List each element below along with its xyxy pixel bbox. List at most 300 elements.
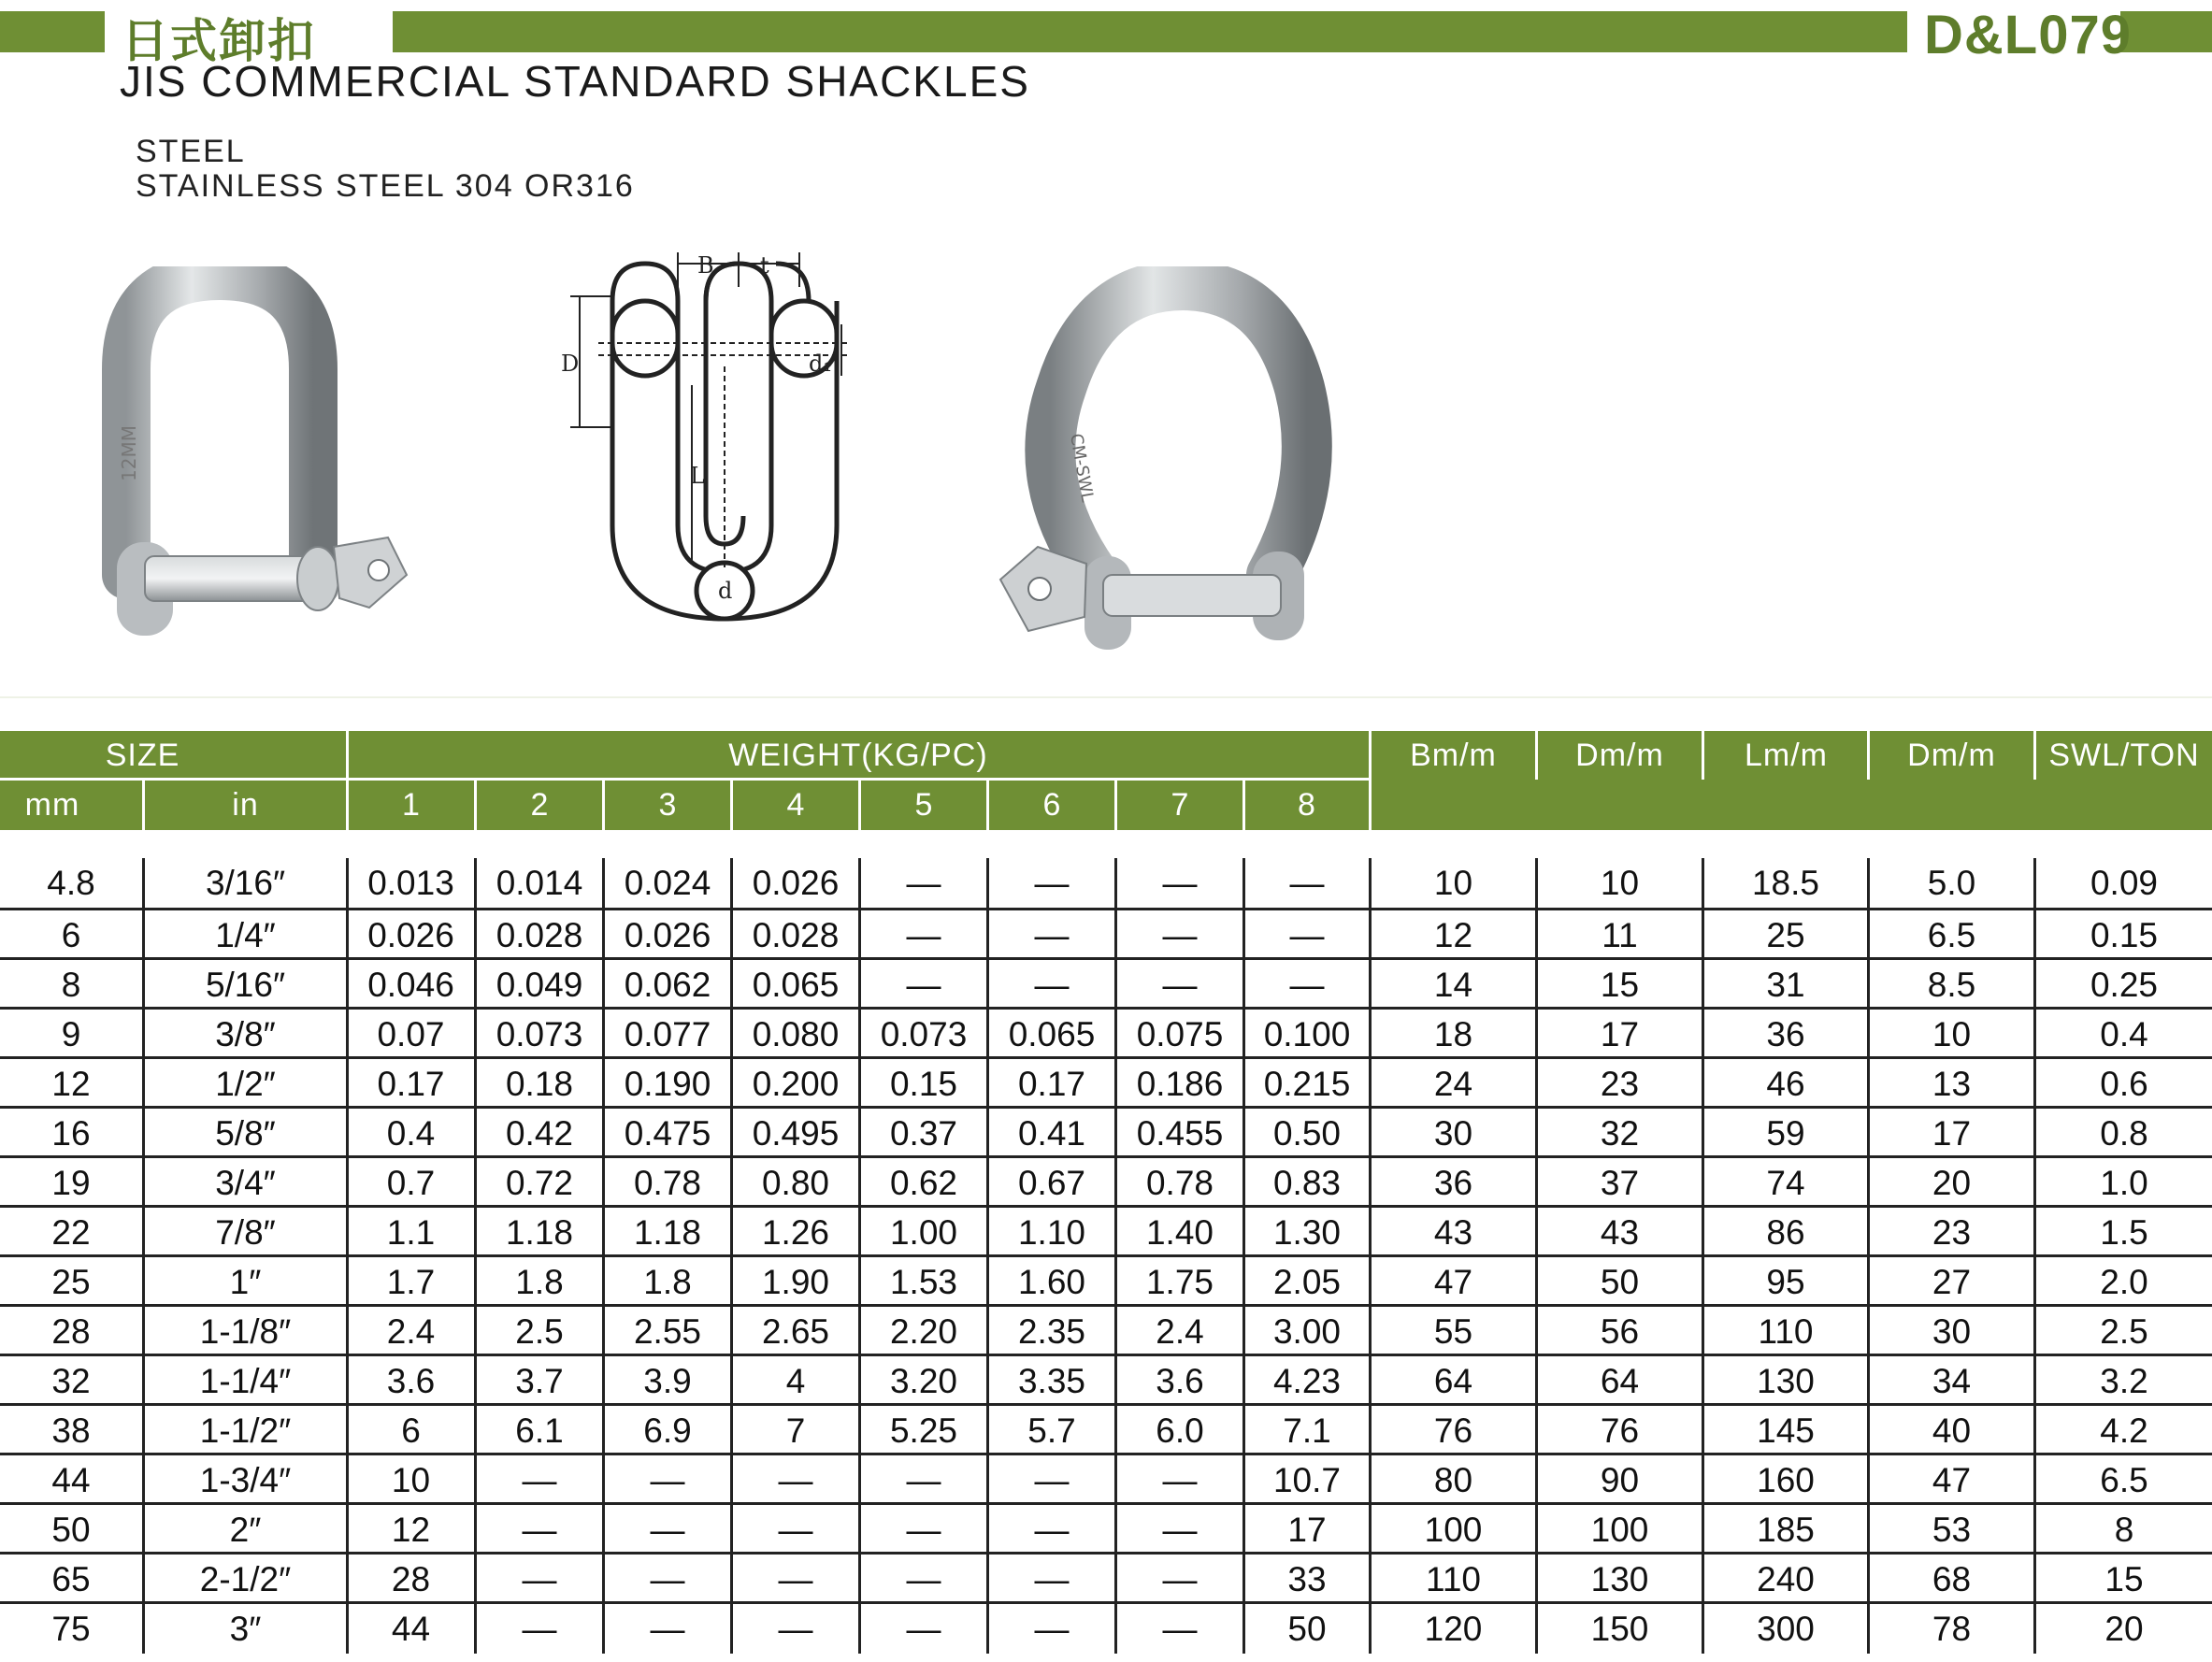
column-separator — [1242, 1406, 1245, 1455]
column-separator — [1242, 960, 1245, 1010]
table-cell: 4.23 — [1272, 1361, 1341, 1400]
table-cell: 0.72 — [505, 1163, 573, 1202]
table-cell: 110 — [1758, 1311, 1814, 1351]
table-cell: 8.5 — [1927, 965, 1976, 1004]
table-cell: 1.18 — [505, 1212, 573, 1252]
table-cell: 130 — [1590, 1559, 1649, 1598]
column-separator — [1867, 910, 1870, 960]
table-cell: 0.077 — [624, 1014, 711, 1053]
table-cell: 0.065 — [1008, 1014, 1096, 1053]
table-cell: 1.8 — [643, 1262, 692, 1301]
column-separator — [1867, 1010, 1870, 1059]
column-separator — [1114, 1455, 1117, 1505]
column-separator — [346, 1010, 349, 1059]
column-separator — [1369, 910, 1372, 960]
table-cell: 0.046 — [367, 965, 454, 1004]
column-separator — [346, 1109, 349, 1158]
table-cell: 110 — [1426, 1559, 1481, 1598]
table-cell: — — [1162, 1609, 1198, 1648]
header-size: SIZE — [105, 737, 180, 773]
column-separator — [858, 1158, 861, 1208]
table-row — [0, 1502, 2212, 1555]
table-cell: 3.7 — [515, 1361, 564, 1400]
table-row — [0, 1552, 2212, 1604]
column-separator — [1242, 910, 1245, 960]
column-separator — [1702, 1208, 1704, 1257]
table-row — [0, 858, 2212, 908]
column-separator — [346, 1257, 349, 1307]
column-separator — [1369, 1455, 1372, 1505]
table-cell: — — [522, 1609, 557, 1648]
column-separator — [1114, 1208, 1117, 1257]
table-cell: 120 — [1424, 1609, 1483, 1648]
column-separator — [1369, 960, 1372, 1010]
column-separator — [1535, 1604, 1538, 1654]
table-cell: 0.80 — [761, 1163, 829, 1202]
table-cell: 76 — [1433, 1411, 1473, 1450]
table-cell: — — [906, 1559, 941, 1598]
column-separator — [1867, 1158, 1870, 1208]
header-vline — [1114, 780, 1117, 830]
column-separator — [986, 1109, 989, 1158]
d-shackle-marking: 12MM — [118, 425, 140, 481]
table-cell: 0.6 — [2100, 1064, 2148, 1103]
table-cell: — — [1034, 863, 1070, 902]
column-separator — [858, 1455, 861, 1505]
table-cell: 86 — [1766, 1212, 1805, 1252]
header-vline — [2033, 731, 2036, 780]
column-separator — [1114, 960, 1117, 1010]
table-cell: 22 — [51, 1212, 91, 1252]
column-separator — [730, 1307, 733, 1356]
column-separator — [346, 1307, 349, 1356]
column-separator — [346, 1505, 349, 1555]
column-separator — [1535, 1010, 1538, 1059]
header-vline — [858, 780, 861, 830]
dim-label-d: d — [718, 578, 733, 604]
title-bar — [0, 0, 2212, 68]
table-cell: 1/4″ — [215, 915, 276, 954]
column-separator — [346, 1455, 349, 1505]
table-cell: — — [778, 1559, 813, 1598]
column-separator — [858, 1208, 861, 1257]
column-separator — [1702, 1604, 1704, 1654]
column-separator — [1867, 1455, 1870, 1505]
column-separator — [730, 1257, 733, 1307]
column-separator — [2033, 910, 2036, 960]
table-row — [0, 1601, 2212, 1654]
table-cell: — — [1289, 863, 1325, 902]
table-cell: 24 — [1433, 1064, 1473, 1103]
table-cell: — — [778, 1510, 813, 1549]
table-cell: 1.90 — [761, 1262, 829, 1301]
column-separator — [1867, 1406, 1870, 1455]
subheader-w3: 3 — [658, 786, 678, 823]
table-row — [0, 1304, 2212, 1356]
table-cell: 90 — [1600, 1460, 1640, 1499]
table-cell: 185 — [1757, 1510, 1815, 1549]
table-cell: 1.75 — [1145, 1262, 1214, 1301]
column-separator — [1114, 1356, 1117, 1406]
table-cell: 0.15 — [889, 1064, 957, 1103]
table-cell: 0.62 — [889, 1163, 957, 1202]
table-cell: 6 — [401, 1411, 421, 1450]
header-d: Dm/m — [1575, 737, 1664, 773]
table-cell: 0.37 — [889, 1113, 957, 1153]
table-cell: 1.10 — [1017, 1212, 1085, 1252]
column-separator — [1867, 1109, 1870, 1158]
column-separator — [346, 1059, 349, 1109]
table-cell: 1.40 — [1145, 1212, 1214, 1252]
table-cell: 76 — [1600, 1411, 1640, 1450]
table-cell: 6.0 — [1156, 1411, 1204, 1450]
table-cell: — — [1034, 1460, 1070, 1499]
column-separator — [142, 1356, 145, 1406]
column-separator — [1702, 960, 1704, 1010]
column-separator — [2033, 1505, 2036, 1555]
table-cell: 0.07 — [377, 1014, 445, 1053]
table-cell: — — [1034, 1559, 1070, 1598]
table-cell: 0.78 — [633, 1163, 701, 1202]
column-separator — [1242, 858, 1245, 908]
table-cell: 15 — [1600, 965, 1640, 1004]
table-cell: 2.65 — [761, 1311, 829, 1351]
table-cell: 3.6 — [386, 1361, 436, 1400]
column-separator — [1369, 1257, 1372, 1307]
table-cell: 11 — [1602, 915, 1638, 954]
table-cell: 1-1/8″ — [199, 1311, 292, 1351]
table-cell: 1.60 — [1017, 1262, 1085, 1301]
table-cell: 25 — [1766, 915, 1805, 954]
table-cell: — — [906, 863, 941, 902]
table-cell: — — [1289, 915, 1325, 954]
column-separator — [1867, 1257, 1870, 1307]
column-separator — [602, 858, 605, 908]
table-cell: 5/8″ — [215, 1113, 276, 1153]
table-cell: 0.17 — [377, 1064, 445, 1103]
column-separator — [474, 1455, 477, 1505]
column-separator — [986, 960, 989, 1010]
column-separator — [142, 1208, 145, 1257]
table-cell: 1.30 — [1272, 1212, 1341, 1252]
column-separator — [2033, 1010, 2036, 1059]
header-vline — [474, 780, 477, 830]
table-cell: 28 — [51, 1311, 91, 1351]
column-separator — [986, 1406, 989, 1455]
column-separator — [1369, 1307, 1372, 1356]
column-separator — [1535, 1059, 1538, 1109]
column-separator — [730, 1059, 733, 1109]
column-separator — [474, 1257, 477, 1307]
table-cell: 74 — [1766, 1163, 1805, 1202]
table-cell: — — [778, 1460, 813, 1499]
column-separator — [1369, 1604, 1372, 1654]
column-separator — [1114, 1059, 1117, 1109]
column-separator — [474, 1109, 477, 1158]
table-row — [0, 908, 2212, 960]
table-cell: 100 — [1424, 1510, 1483, 1549]
column-separator — [474, 960, 477, 1010]
column-separator — [602, 1356, 605, 1406]
table-cell: 32 — [51, 1361, 91, 1400]
column-separator — [602, 1010, 605, 1059]
table-cell: 2.55 — [633, 1311, 701, 1351]
column-separator — [1114, 858, 1117, 908]
table-cell: 6.5 — [2100, 1460, 2148, 1499]
subheader-w2: 2 — [530, 786, 550, 823]
subheader-w7: 7 — [1171, 786, 1190, 823]
table-cell: 2.4 — [1156, 1311, 1204, 1351]
table-cell: 68 — [1932, 1559, 1972, 1598]
column-separator — [142, 1257, 145, 1307]
table-cell: — — [650, 1460, 685, 1499]
column-separator — [2033, 1208, 2036, 1257]
column-separator — [474, 858, 477, 908]
table-cell: 5.7 — [1027, 1411, 1076, 1450]
shackle-dimension-diagram — [561, 245, 860, 638]
bow-shackle-marking: CM-SWL — [1066, 432, 1098, 504]
column-separator — [858, 960, 861, 1010]
table-cell: — — [778, 1609, 813, 1648]
column-separator — [142, 1406, 145, 1455]
column-separator — [346, 858, 349, 908]
table-cell: 56 — [1600, 1311, 1640, 1351]
column-separator — [602, 960, 605, 1010]
column-separator — [1242, 1158, 1245, 1208]
table-cell: 4 — [785, 1361, 806, 1400]
table-cell: 59 — [1766, 1113, 1805, 1153]
table-cell: 17 — [1600, 1014, 1640, 1053]
column-separator — [142, 1455, 145, 1505]
column-separator — [1702, 910, 1704, 960]
column-separator — [730, 910, 733, 960]
table-header — [0, 731, 2212, 830]
table-cell: 50 — [51, 1510, 91, 1549]
table-cell: 17 — [1287, 1510, 1327, 1549]
table-cell: 0.026 — [752, 863, 840, 902]
column-separator — [1369, 858, 1372, 908]
table-cell: 78 — [1932, 1609, 1972, 1648]
subheader-in: in — [232, 786, 259, 823]
column-separator — [142, 1109, 145, 1158]
table-cell: 0.073 — [880, 1014, 968, 1053]
table-cell: 0.215 — [1263, 1064, 1351, 1103]
column-separator — [1242, 1010, 1245, 1059]
column-separator — [142, 960, 145, 1010]
table-cell: 240 — [1757, 1559, 1815, 1598]
table-cell: 0.78 — [1145, 1163, 1214, 1202]
table-cell: 0.4 — [386, 1113, 436, 1153]
header-vline — [1535, 731, 1538, 780]
column-separator — [1867, 1208, 1870, 1257]
table-cell: 0.17 — [1017, 1064, 1085, 1103]
column-separator — [858, 1257, 861, 1307]
column-separator — [986, 910, 989, 960]
header-vline — [1242, 780, 1245, 830]
table-cell: 10 — [391, 1460, 431, 1499]
column-separator — [1369, 1356, 1372, 1406]
subheader-w4: 4 — [786, 786, 806, 823]
table-cell: 53 — [1932, 1510, 1972, 1549]
table-cell: 7/8″ — [215, 1212, 276, 1252]
table-row — [0, 1106, 2212, 1158]
column-separator — [1369, 1406, 1372, 1455]
table-cell: 12 — [51, 1064, 91, 1103]
column-separator — [2033, 1555, 2036, 1604]
table-cell: 13 — [1932, 1064, 1972, 1103]
column-separator — [2033, 1406, 2036, 1455]
column-separator — [2033, 1307, 2036, 1356]
table-cell: 1.0 — [2100, 1163, 2148, 1202]
column-separator — [858, 1505, 861, 1555]
column-separator — [1535, 1455, 1538, 1505]
column-separator — [1702, 1307, 1704, 1356]
table-cell: 12 — [1433, 915, 1473, 954]
column-separator — [346, 1208, 349, 1257]
column-separator — [1535, 1505, 1538, 1555]
column-separator — [474, 1158, 477, 1208]
column-separator — [1369, 1505, 1372, 1555]
column-separator — [1114, 1555, 1117, 1604]
table-cell: 145 — [1757, 1411, 1815, 1450]
column-separator — [142, 1604, 145, 1654]
table-row — [0, 1403, 2212, 1455]
table-row — [0, 1056, 2212, 1109]
table-row — [0, 1205, 2212, 1257]
dim-label-d1: d₁ — [809, 351, 832, 377]
table-cell: 0.50 — [1272, 1113, 1341, 1153]
table-row — [0, 1155, 2212, 1208]
table-cell: 1-1/2″ — [199, 1411, 292, 1450]
subheader-mm: mm — [24, 786, 80, 823]
material-steel: STEEL — [136, 134, 246, 169]
table-cell: 6.1 — [515, 1411, 564, 1450]
table-cell: 43 — [1600, 1212, 1640, 1252]
table-cell: 38 — [51, 1411, 91, 1450]
table-cell: 25 — [51, 1262, 91, 1301]
column-separator — [1702, 1356, 1704, 1406]
table-cell: 55 — [1433, 1311, 1473, 1351]
table-cell: 100 — [1590, 1510, 1649, 1549]
table-cell: — — [1162, 1460, 1198, 1499]
table-cell: 15 — [2104, 1559, 2144, 1598]
table-cell: 3.2 — [2100, 1361, 2148, 1400]
column-separator — [1242, 1109, 1245, 1158]
column-separator — [1114, 1307, 1117, 1356]
table-cell: 2.5 — [515, 1311, 564, 1351]
column-separator — [2033, 1109, 2036, 1158]
subheader-w5: 5 — [914, 786, 934, 823]
column-separator — [1242, 1307, 1245, 1356]
column-separator — [2033, 1158, 2036, 1208]
column-separator — [1867, 1307, 1870, 1356]
table-cell: 0.475 — [624, 1113, 711, 1153]
column-separator — [1242, 1505, 1245, 1555]
table-cell: 3.35 — [1017, 1361, 1085, 1400]
table-cell: 3.6 — [1156, 1361, 1204, 1400]
table-cell: 20 — [1932, 1163, 1972, 1202]
column-separator — [986, 858, 989, 908]
bow-shackle-photo — [982, 266, 1356, 659]
d-shackle-photo — [89, 266, 444, 678]
column-separator — [1535, 1356, 1538, 1406]
table-cell: 50 — [1600, 1262, 1640, 1301]
header-vline — [1867, 731, 1870, 780]
table-cell: — — [1162, 915, 1198, 954]
table-cell: 18 — [1433, 1014, 1473, 1053]
title-bar-right-segment — [2120, 11, 2212, 52]
table-cell: 32 — [1600, 1113, 1640, 1153]
column-separator — [602, 1406, 605, 1455]
table-cell: 9 — [61, 1014, 81, 1053]
column-separator — [1867, 1059, 1870, 1109]
table-cell: 1.18 — [633, 1212, 701, 1252]
table-cell: 28 — [391, 1559, 431, 1598]
column-separator — [1242, 1208, 1245, 1257]
dim-label-b: B — [697, 252, 714, 279]
column-separator — [346, 910, 349, 960]
column-separator — [2033, 1356, 2036, 1406]
subheader-w1: 1 — [402, 786, 421, 823]
column-separator — [1702, 858, 1704, 908]
table-cell: — — [1034, 915, 1070, 954]
table-cell: — — [650, 1510, 685, 1549]
column-separator — [1242, 1356, 1245, 1406]
table-cell: — — [1162, 965, 1198, 1004]
table-row — [0, 1007, 2212, 1059]
column-separator — [1535, 960, 1538, 1010]
table-cell: — — [1162, 863, 1198, 902]
table-cell: 47 — [1932, 1460, 1972, 1499]
table-cell: 1″ — [229, 1262, 262, 1301]
column-separator — [142, 1010, 145, 1059]
table-cell: 6.9 — [643, 1411, 692, 1450]
header-vline — [602, 780, 605, 830]
column-separator — [858, 1010, 861, 1059]
column-separator — [1114, 1505, 1117, 1555]
table-cell: 0.080 — [752, 1014, 840, 1053]
table-cell: 95 — [1766, 1262, 1805, 1301]
column-separator — [1535, 1109, 1538, 1158]
table-cell: 0.065 — [752, 965, 840, 1004]
table-cell: 34 — [1932, 1361, 1972, 1400]
column-separator — [730, 858, 733, 908]
column-separator — [1535, 1208, 1538, 1257]
table-cell: — — [906, 915, 941, 954]
header-swl: SWL/TON — [2048, 737, 2200, 773]
column-separator — [142, 1059, 145, 1109]
table-cell: — — [906, 1460, 941, 1499]
table-cell: 30 — [1433, 1113, 1473, 1153]
column-separator — [1702, 1158, 1704, 1208]
column-separator — [474, 1555, 477, 1604]
column-separator — [1535, 1555, 1538, 1604]
column-separator — [986, 1257, 989, 1307]
table-cell: 2.0 — [2100, 1262, 2148, 1301]
table-cell: 27 — [1932, 1262, 1972, 1301]
table-cell: 2.35 — [1017, 1311, 1085, 1351]
column-separator — [858, 858, 861, 908]
column-separator — [474, 1208, 477, 1257]
column-separator — [602, 1505, 605, 1555]
table-cell: 0.7 — [386, 1163, 436, 1202]
table-cell: — — [522, 1510, 557, 1549]
table-cell: 0.028 — [496, 915, 583, 954]
table-cell: 10 — [1433, 863, 1473, 902]
table-cell: 5.0 — [1927, 863, 1976, 902]
column-separator — [1369, 1109, 1372, 1158]
column-separator — [1369, 1208, 1372, 1257]
